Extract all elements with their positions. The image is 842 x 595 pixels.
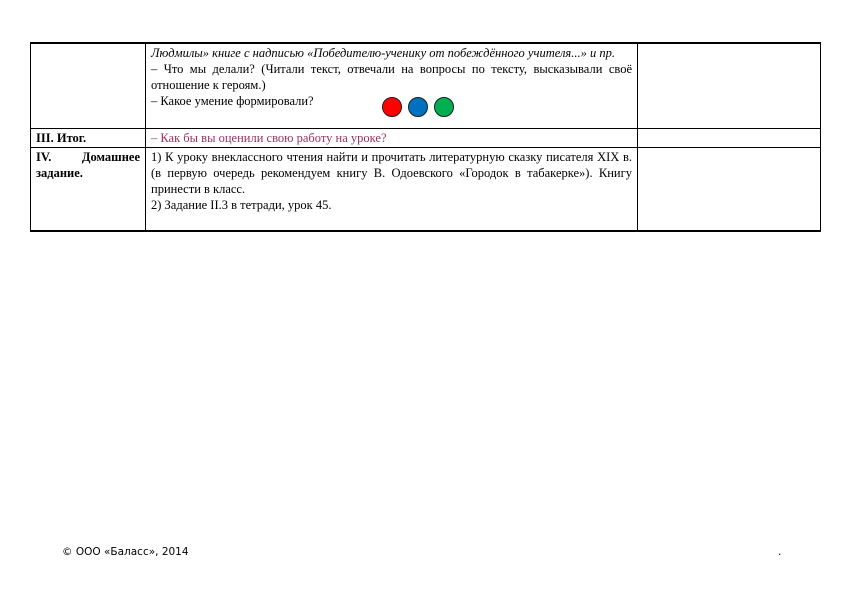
footer-copyright: © ООО «Баласс», 2014 — [62, 546, 189, 558]
homework-roman-numeral: IV. — [36, 150, 52, 164]
itog-label-cell — [31, 129, 146, 148]
footer-dot: . — [778, 546, 782, 558]
question-what-skill: – Какое умение формировали? — [151, 94, 314, 108]
green-circle-icon — [434, 97, 454, 117]
table-row-itog — [31, 129, 821, 148]
blue-circle-icon — [408, 97, 428, 117]
homework-word: Домашнее — [81, 150, 140, 164]
itog-label: III. Итог. — [36, 131, 87, 145]
itog-content-cell — [146, 129, 638, 148]
homework-label-line1 — [36, 149, 140, 165]
red-circle-icon — [382, 97, 402, 117]
lesson-plan-table — [30, 42, 821, 232]
homework-item-1: 1) К уроку внеклассного чтения найти и прочитать литературную сказку писателя XIX в. (в первую очередь рекомендуем книгу В. Одоевского «Городок в табакерке»). Книгу принести в класс. — [151, 150, 632, 196]
itog-question: – Как бы вы оценили свою работу на уроке? — [151, 131, 387, 145]
table-row-homework — [31, 148, 821, 232]
homework-label-cell — [31, 148, 146, 232]
row-label-cell-empty — [31, 43, 146, 129]
homework-content-cell — [146, 148, 638, 232]
table-row-continued — [31, 43, 821, 129]
homework-item-2: 2) Задание II.3 в тетради, урок 45. — [151, 198, 332, 212]
question-what-did-we-do: – Что мы делали? (Читали текст, отвечали на вопросы по тексту, высказывали своё отношение к героям.) — [151, 62, 632, 92]
continued-text: Людмилы» книге с надписью «Победителю-ученику от побеждённого учителя...» и пр. — [151, 46, 615, 60]
homework-notes-cell — [638, 148, 821, 232]
homework-label-line2: задание. — [36, 166, 83, 180]
itog-notes-cell — [638, 129, 821, 148]
notes-cell-empty — [638, 43, 821, 129]
